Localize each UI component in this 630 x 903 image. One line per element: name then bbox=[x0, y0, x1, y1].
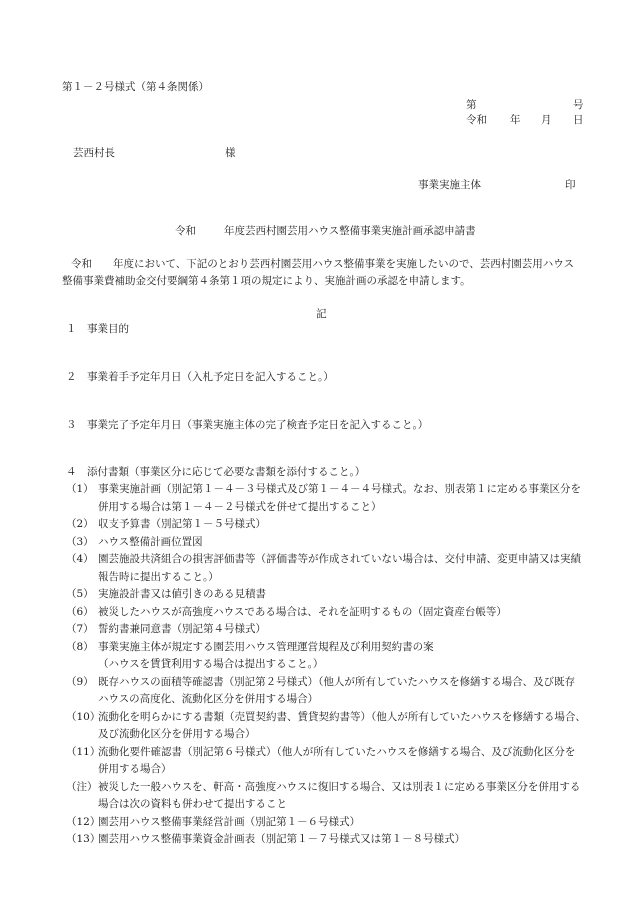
attachment-number: （6） bbox=[66, 605, 94, 618]
title-era: 令和 bbox=[175, 225, 196, 237]
attachment-text-line: 流動化を明らかにする書類（売買契約書、賃貸契約書等）（他人が所有していたハウスを修繕する場合、 bbox=[98, 710, 586, 723]
section-1-heading: １ 事業目的 bbox=[66, 323, 129, 335]
attachment-text-line: 誓約書兼同意書（別記第４号様式） bbox=[98, 623, 266, 635]
attachment-text-line: 併用する場合） bbox=[98, 763, 172, 775]
date-month: 月 bbox=[541, 114, 552, 126]
attachment-number: （4） bbox=[66, 553, 94, 565]
section-2-heading: ２ 事業着手予定年月日（入札予定日を記入すること。） bbox=[66, 371, 334, 383]
attachment-text-line: 被災した一般ハウスを、軒高・高強度ハウスに復旧する場合、又は別表１に定める事業区分を併用する bbox=[98, 780, 581, 793]
attachment-item bbox=[66, 551, 596, 586]
attachment-number: （7） bbox=[66, 623, 94, 635]
date-day: 日 bbox=[573, 114, 584, 126]
attachment-text-line: 及び流動化区分を併用する場合） bbox=[98, 728, 256, 740]
attachment-item bbox=[66, 674, 596, 709]
attachment-number: （1） bbox=[66, 483, 94, 495]
attachment-item bbox=[66, 779, 596, 814]
attachment-number: （12） bbox=[66, 815, 101, 828]
attachment-item bbox=[66, 534, 596, 552]
attachment-item bbox=[66, 481, 596, 516]
attachment-item bbox=[66, 621, 596, 639]
attachment-text-line: 報告時に提出すること。） bbox=[98, 570, 219, 583]
attachment-text-line: ハウスの高度化、流動化区分を併用する場合） bbox=[98, 693, 319, 705]
attachment-text-line: 場合は次の資料も併わせて提出すること bbox=[98, 798, 287, 810]
attachment-text-line: 流動化要件確認書（別記第６号様式）（他人が所有していたハウスを修繕する場合、及び流動化区分を bbox=[98, 745, 576, 758]
honorific: 様 bbox=[225, 147, 236, 159]
applicant-label: 事業実施主体 bbox=[418, 179, 481, 191]
date-year: 年 bbox=[510, 114, 521, 126]
attachments-list bbox=[66, 481, 596, 849]
date-era: 令和 bbox=[466, 114, 487, 126]
ki-heading: 記 bbox=[316, 308, 327, 320]
attachment-number: （5） bbox=[66, 588, 94, 600]
seal-mark: 印 bbox=[565, 179, 576, 191]
addressee: 芸西村長 bbox=[73, 147, 115, 159]
attachment-number: （9） bbox=[66, 675, 94, 688]
attachment-number: （11） bbox=[66, 745, 101, 758]
attachment-item bbox=[66, 744, 596, 779]
attachment-item bbox=[66, 831, 596, 849]
attachment-text-line: 収支予算書（別記第１－５号様式） bbox=[98, 518, 266, 530]
attachment-text-line: 園芸用ハウス整備事業経営計画（別記第１－６号様式） bbox=[98, 815, 361, 828]
attachment-text-line: （ハウスを賃貸利用する場合は提出すること。） bbox=[98, 658, 324, 670]
attachment-item bbox=[66, 586, 596, 604]
intro-line-1: 令和 年度において、下記のとおり芸西村園芸用ハウス整備事業を実施したいので、芸西村園芸用ハウス bbox=[71, 258, 574, 270]
attachment-text-line: 既存ハウスの面積等確認書（別記第２号様式）（他人が所有していたハウスを修繕する場合、及び既存 bbox=[98, 675, 576, 688]
document-title: 年度芸西村園芸用ハウス整備事業実施計画承認申請書 bbox=[224, 225, 476, 237]
attachment-text-line: 園芸用ハウス整備事業資金計画表（別記第１－７号様式又は第１－８号様式） bbox=[98, 833, 466, 845]
intro-line-2: 整備事業費補助金交付要綱第４条第１項の規定により、実施計画の承認を申請します。 bbox=[62, 275, 471, 287]
section-3-heading: ３ 事業完了予定年月日（事業実施主体の完了検査予定日を記入すること。） bbox=[66, 419, 429, 431]
attachment-text-line: 被災したハウスが高強度ハウスである場合は、それを証明するもの（固定資産台帳等） bbox=[98, 605, 507, 618]
attachment-text-line: 事業実施主体が規定する園芸用ハウス管理運営規程及び利用契約書の案 bbox=[98, 640, 434, 653]
document-number-suffix: 号 bbox=[573, 99, 584, 111]
attachment-number: （10） bbox=[66, 710, 101, 723]
attachment-text-line: 事業実施計画（別記第１－４－３号様式及び第１－４－４号様式。なお、別表第１に定める事業区分を bbox=[98, 483, 581, 495]
attachment-item bbox=[66, 604, 596, 622]
attachment-number: （13） bbox=[66, 833, 101, 845]
attachment-item bbox=[66, 709, 596, 744]
attachment-text-line: 園芸施設共済組合の損害評価書等（評価書等が作成されていない場合は、交付申請、変更申請又は実績 bbox=[98, 553, 581, 565]
attachment-text-line: 併用する場合は第１－４－２号様式を併せて提出すること） bbox=[98, 500, 382, 513]
attachment-text-line: 実施設計書又は値引きのある見積書 bbox=[98, 588, 266, 600]
attachment-number: （2） bbox=[66, 518, 94, 530]
attachment-item bbox=[66, 639, 596, 674]
section-4-heading: ４ 添付書類（事業区分に応じて必要な書類を添付すること。） bbox=[66, 466, 366, 478]
attachment-text-line: ハウス整備計画位置図 bbox=[98, 535, 203, 548]
attachment-item bbox=[66, 516, 596, 534]
attachment-item bbox=[66, 814, 596, 832]
attachment-number: （注） bbox=[66, 780, 98, 793]
form-number: 第１－２号様式（第４条関係） bbox=[62, 81, 209, 93]
attachment-number: （8） bbox=[66, 640, 94, 653]
attachment-number: （3） bbox=[66, 535, 94, 548]
document-number-label: 第 bbox=[466, 99, 477, 111]
